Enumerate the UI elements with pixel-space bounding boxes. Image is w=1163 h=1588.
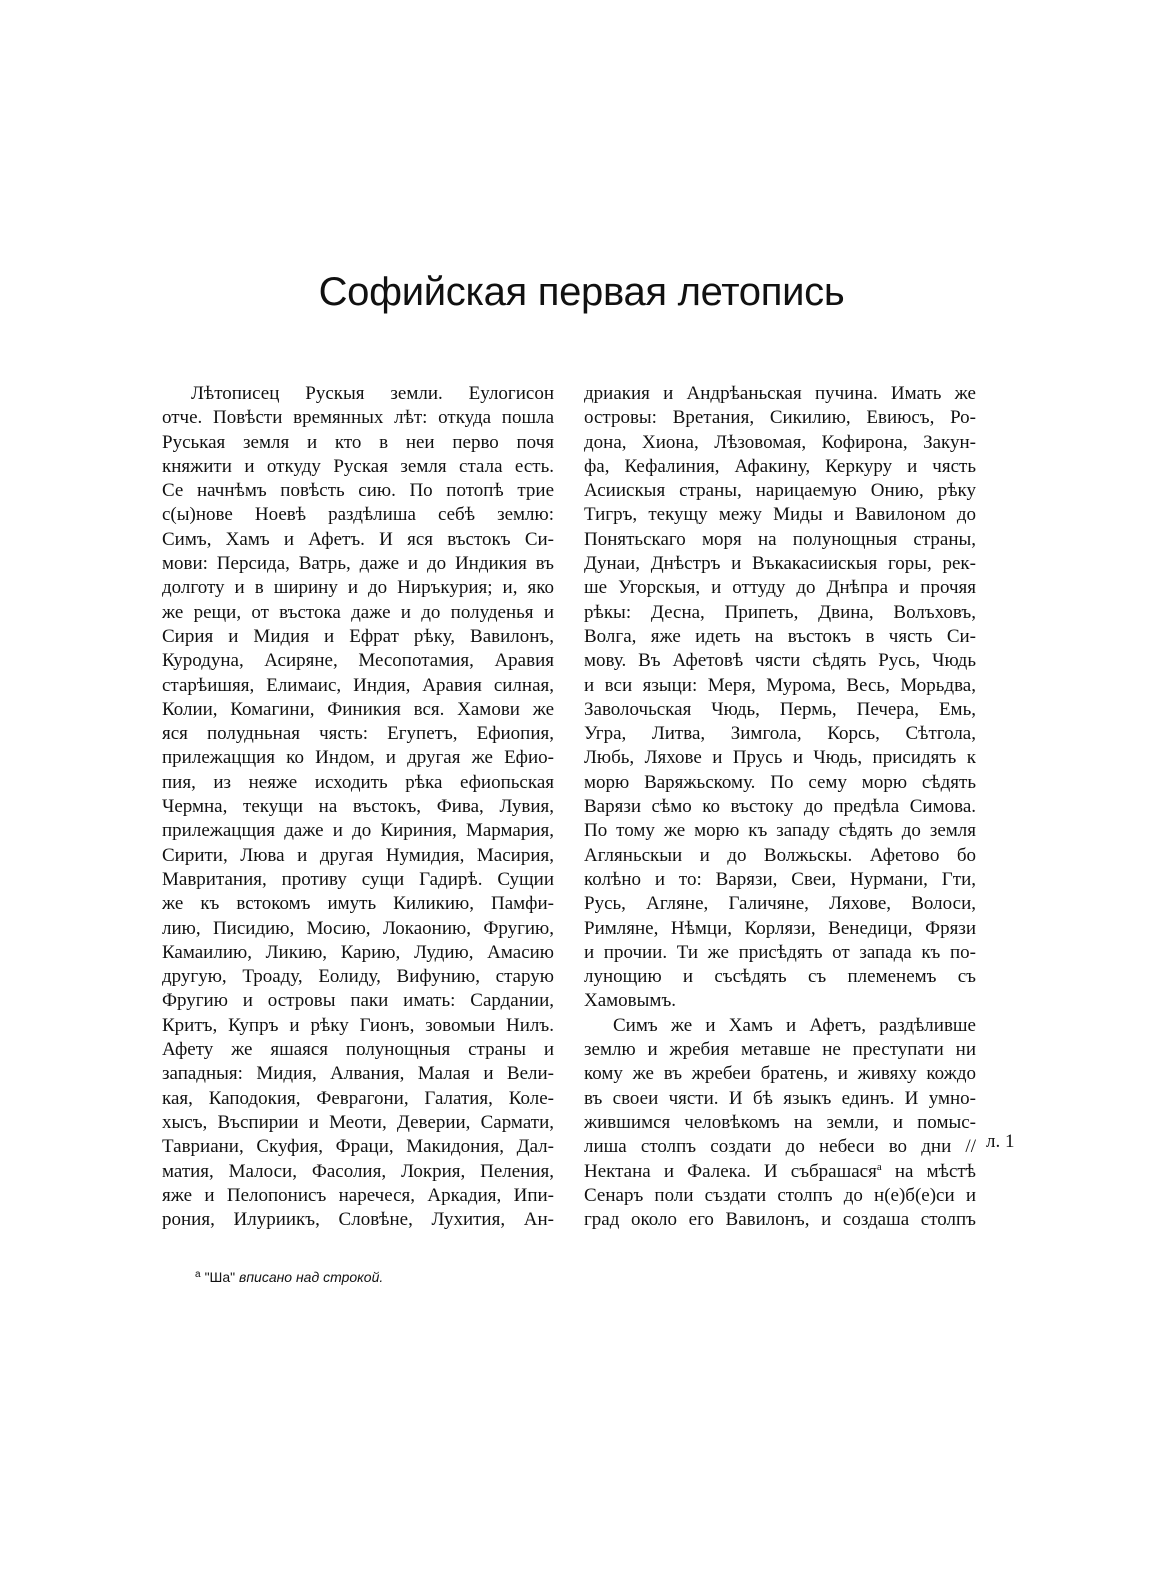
text-line: Сирия и Мидия и Ефрат рѣку, Вавилонъ, [162, 625, 554, 647]
text-line: кая, Каподокия, Феврагони, Галатия, Коле- [162, 1087, 554, 1109]
text-line: княжити и откуду Руская земля стала есть. [162, 455, 554, 477]
text-line: Тавриани, Скуфия, Фраци, Макидония, Дал- [162, 1136, 554, 1158]
text-line: град около его Вавилонъ, и создаша столпъ [584, 1209, 976, 1231]
text-line: долготу и в ширину и до Ниръкурия; и, яко [162, 577, 554, 599]
text-line: По тому же морю къ западу сѣдять до земля [584, 820, 976, 842]
footnote-mark: а [195, 1269, 201, 1280]
text-line-with-footnote [584, 1160, 976, 1184]
text-line: яже и Пелопонисъ наречеся, Аркадия, Ипи- [162, 1184, 554, 1206]
footnote-reference: а [876, 1160, 882, 1173]
text-line: хысъ, Въспирии и Меоти, Деверии, Сармати, [162, 1111, 554, 1133]
text-line: Куродуна, Асиряне, Месопотамия, Аравия [162, 650, 554, 672]
text-fragment: на мѣстѣ [881, 1160, 976, 1182]
text-fragment: Нектана и Фалека. И събрашася [584, 1160, 877, 1182]
text-line: Мавритания, противу сущи Гадирѣ. Сущии [162, 868, 554, 890]
text-line: Асиискыя страны, нарицаемую Онию, рѣку [584, 480, 976, 502]
text-line: островы: Вретания, Сикилию, Евиюсъ, Ро- [584, 407, 976, 429]
footnote-quoted: "Ша" [204, 1269, 236, 1285]
text-line: лиша столпъ создати до небеси во дни // [584, 1136, 976, 1158]
text-line: Симъ же и Хамъ и Афетъ, раздѣливше [613, 1014, 976, 1036]
text-line: лунощию и съсѣдять съ племенемъ съ [584, 966, 976, 988]
text-line: мови: Персида, Ватрь, даже и до Индикия въ [162, 553, 554, 575]
text-line: и вси языци: Меря, Мурома, Весь, Морьдва, [584, 674, 976, 696]
text-line: с(ы)нове Ноевѣ раздѣлиша себѣ землю: [162, 504, 554, 526]
text-line: кому же въ жребеи братень, и живяху кождо [584, 1063, 976, 1085]
text-line: Тигръ, текущу межу Миды и Вавилоном до [584, 504, 976, 526]
text-line: лию, Писидию, Мосию, Локаонию, Фругию, [162, 917, 554, 939]
text-line: Хамовымъ. [584, 990, 677, 1012]
text-line: Фругию и островы паки имать: Сардании, [162, 990, 554, 1012]
text-line: Волга, яже идеть на въстокъ в чясть Си- [584, 625, 976, 647]
text-line: Русь, Агляне, Галичяне, Ляхове, Волоси, [584, 893, 976, 915]
text-line: Варязи сѣмо ко въстоку до предѣла Симова. [584, 796, 976, 818]
folio-marginal-note: л. 1 [986, 1131, 1015, 1152]
text-line: Лѣтописец Рускыя земли. Еулогисон [191, 383, 554, 404]
text-line: прилежацщия ко Индом, и другая же Ефио- [162, 747, 554, 769]
text-line: яся полудньная чясть: Егупетъ, Ефиопия, [162, 723, 554, 745]
text-line: и прочии. Ти же присѣдять от запада къ по- [584, 941, 976, 963]
text-line: Любь, Ляхове и Прусь и Чюдь, присидять к [584, 747, 976, 769]
text-column-right [584, 382, 976, 1232]
text-line: Камаилию, Ликию, Карию, Лудию, Амасию [162, 941, 554, 963]
text-line: фа, Кефалиния, Афакину, Керкуру и чясть [584, 455, 976, 477]
text-line: же рещи, от въстока даже и до полуденья и [162, 601, 554, 623]
text-line: жившимся человѣкомъ на земли, и помыс- [584, 1111, 976, 1133]
text-line: Римляне, Нѣмци, Корлязи, Венедици, Фрязи [584, 917, 976, 939]
footnote-text: вписано над строкой. [235, 1269, 384, 1285]
text-line: пия, из неяже исходить рѣка ефиопьская [162, 771, 554, 793]
text-line: Агляньскыи и до Волжьскы. Афетово бо [584, 844, 976, 866]
text-line: матия, Малоси, Фасолия, Локрия, Пеления, [162, 1160, 554, 1182]
text-line: дриакия и Андрѣаньская пучина. Имать же [584, 383, 976, 404]
text-line: другую, Троаду, Еолиду, Вифунию, старую [162, 966, 554, 988]
text-line: Афету же яшаяся полунощныя страны и [162, 1039, 554, 1061]
text-line: морю Варяжьскому. По сему морю сѣдять [584, 771, 976, 793]
text-line: Колии, Комагини, Финикия вся. Хамови же [162, 698, 554, 720]
footnote [195, 1266, 383, 1286]
text-line: Сенаръ поли създати столпъ до н(е)б(е)си и [584, 1184, 976, 1206]
text-line: ше Угорскыя, и оттуду до Днѣпра и прочяя [584, 577, 976, 599]
text-line: Руськая земля и кто в неи перво почя [162, 431, 554, 453]
text-line: Симъ, Хамъ и Афетъ. И яся въстокъ Си- [162, 528, 554, 550]
text-line: рѣкы: Десна, Припеть, Двина, Волъховъ, [584, 601, 976, 623]
text-line: колѣно и то: Варязи, Свеи, Нурмани, Гти, [584, 868, 976, 890]
text-line: Угра, Литва, Зимгола, Корсь, Сѣтгола, [584, 723, 976, 745]
text-line: Сирити, Люва и другая Нумидия, Масирия, [162, 844, 554, 866]
text-line: Понятьскаго моря на полунощныя страны, [584, 528, 976, 550]
page-title: Софийская первая летопись [318, 270, 845, 314]
text-line: Заволочьская Чюдь, Пермь, Печера, Емь, [584, 698, 976, 720]
text-line: же къ встокомъ имуть Киликию, Памфи- [162, 893, 554, 915]
text-line: старѣишяя, Елимаис, Индия, Аравия силная, [162, 674, 554, 696]
text-line: западныя: Мидия, Алвания, Малая и Вели- [162, 1063, 554, 1085]
text-line: землю и жребия метавше не преступати ни [584, 1039, 976, 1061]
text-line: рония, Илуриикъ, Словѣне, Лухития, Ан- [162, 1209, 554, 1231]
text-line: Чермна, текущи на въстокъ, Фива, Лувия, [162, 796, 554, 818]
text-line: Се начнѣмъ повѣсть сию. По потопѣ трие [162, 480, 554, 502]
text-line: дона, Хиона, Лѣзовомая, Кофирона, Закун- [584, 431, 976, 453]
text-line: отче. Повѣсти времянных лѣт: откуда пошла [162, 407, 554, 429]
text-line: въ своеи чясти. И бѣ языкъ единъ. И умно- [584, 1087, 976, 1109]
text-line: мову. Въ Афетовѣ чясти сѣдять Русь, Чюдь [584, 650, 976, 672]
text-line: прилежацщия даже и до Кириния, Мармария, [162, 820, 554, 842]
text-column-left [162, 382, 554, 1232]
text-line: Критъ, Купръ и рѣку Гионъ, зовомыи Нилъ. [162, 1014, 554, 1036]
text-line: Дунаи, Днѣстръ и Въкакасиискыя горы, рек- [584, 553, 976, 575]
